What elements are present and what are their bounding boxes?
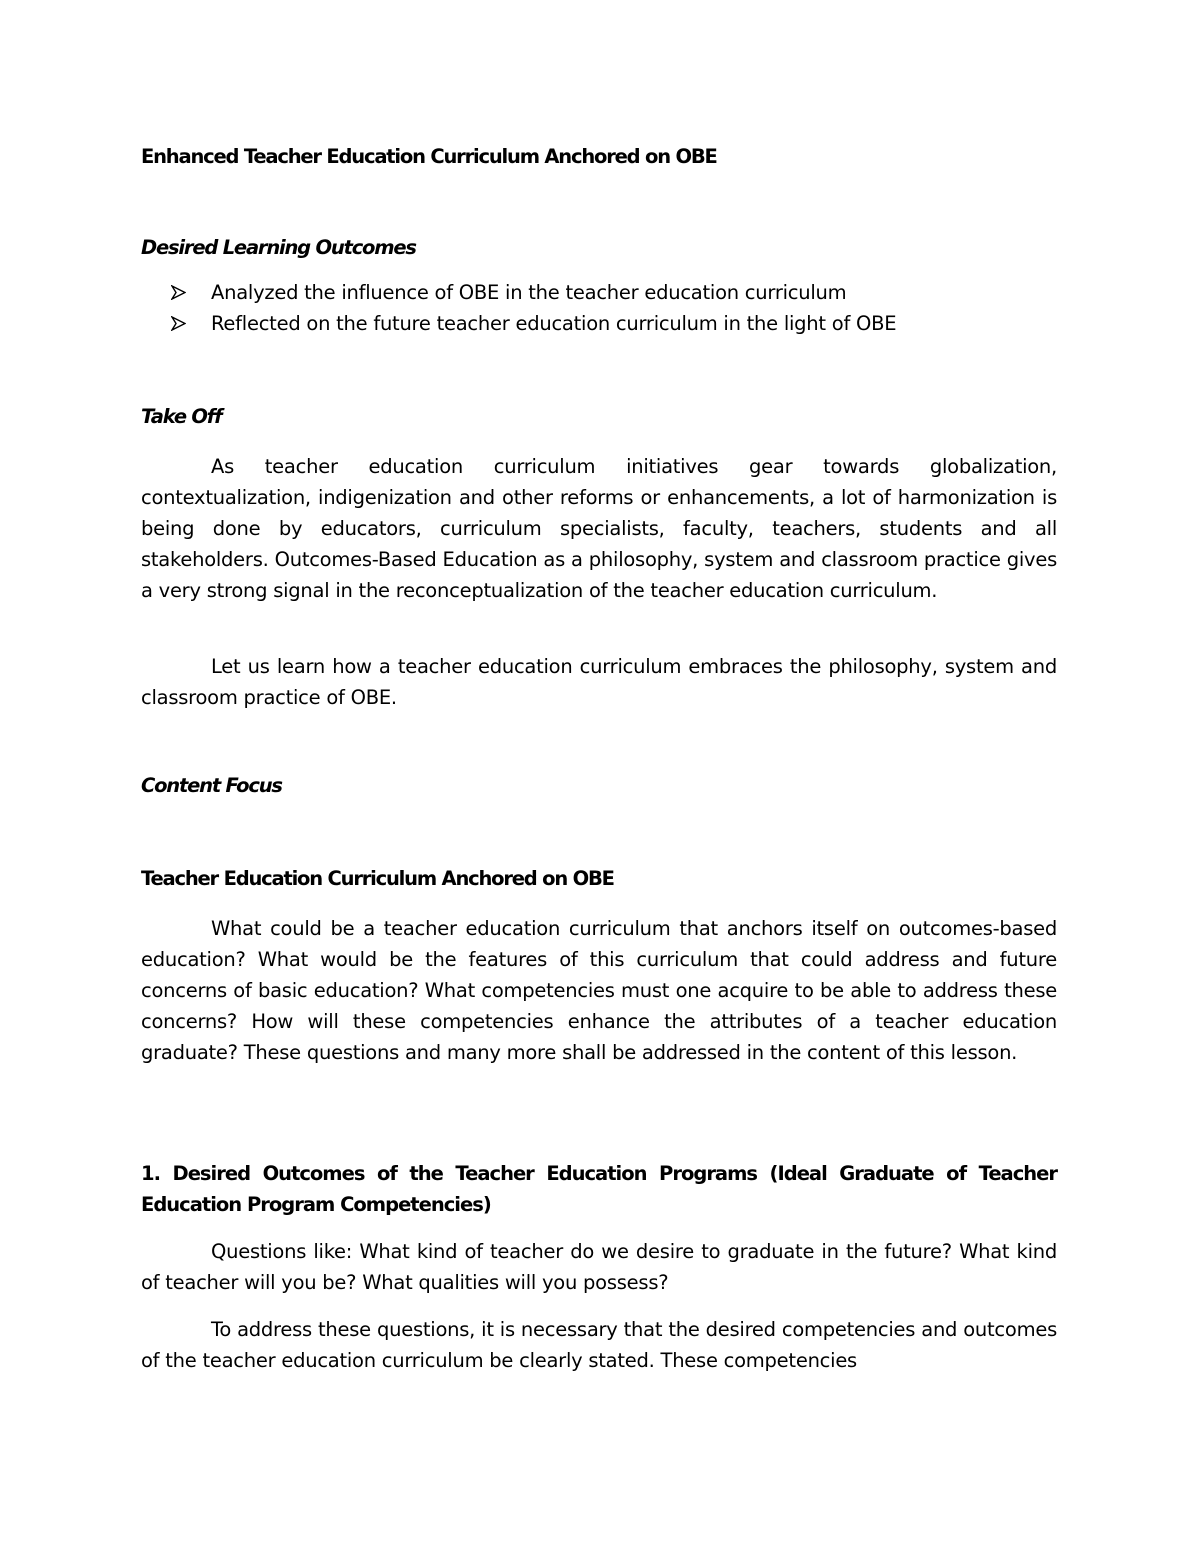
outcome-text: Reflected on the future teacher education curriculum in the light of OBE [211,312,897,335]
arrow-bullet-icon [171,314,211,335]
content-focus-heading: Content Focus [141,774,282,797]
desired-learning-outcomes-heading: Desired Learning Outcomes [141,236,416,259]
content-focus-subheading: Teacher Education Curriculum Anchored on OBE [141,867,614,890]
section-1-paragraph: To address these questions, it is necessary that the desired competencies and outcomes of the teacher education curriculum be clearly stated. These competencies [141,1318,1057,1372]
section-1-paragraph: Questions like: What kind of teacher do we desire to graduate in the future? What kind of teacher will you be? What qualities will you possess? [141,1240,1057,1294]
list-item [171,281,896,312]
content-focus-paragraph: What could be a teacher education curriculum that anchors itself on outcomes-based education? What would be the features of this curriculum that could address and future concerns of basic education? What competencies must one acquire to be able to address these concerns? How will these competencies enhance the attributes of a teacher education graduate? These questions and many more shall be addressed in the content of this lesson. [141,917,1057,1064]
take-off-heading: Take Off [141,405,222,428]
section-1-heading: 1. Desired Outcomes of the Teacher Education Programs (Ideal Graduate of Teacher Education Program Competencies) [141,1162,1057,1216]
take-off-paragraph: As teacher education curriculum initiatives gear towards globalization, contextualization, indigenization and other reforms or enhancements, a lot of harmonization is being done by educators, curriculum specialists, faculty, teachers, students and all stakeholders. Outcomes-Based Education as a philosophy, system and classroom practice gives a very strong signal in the reconceptualization of the teacher education curriculum. [141,455,1057,602]
list-item [171,312,896,343]
document-title: Enhanced Teacher Education Curriculum Anchored on OBE [141,145,717,168]
arrow-bullet-icon [171,283,211,304]
desired-outcomes-list [171,281,896,343]
outcome-text: Analyzed the influence of OBE in the teacher education curriculum [211,281,847,304]
take-off-paragraph: Let us learn how a teacher education curriculum embraces the philosophy, system and classroom practice of OBE. [141,655,1057,709]
